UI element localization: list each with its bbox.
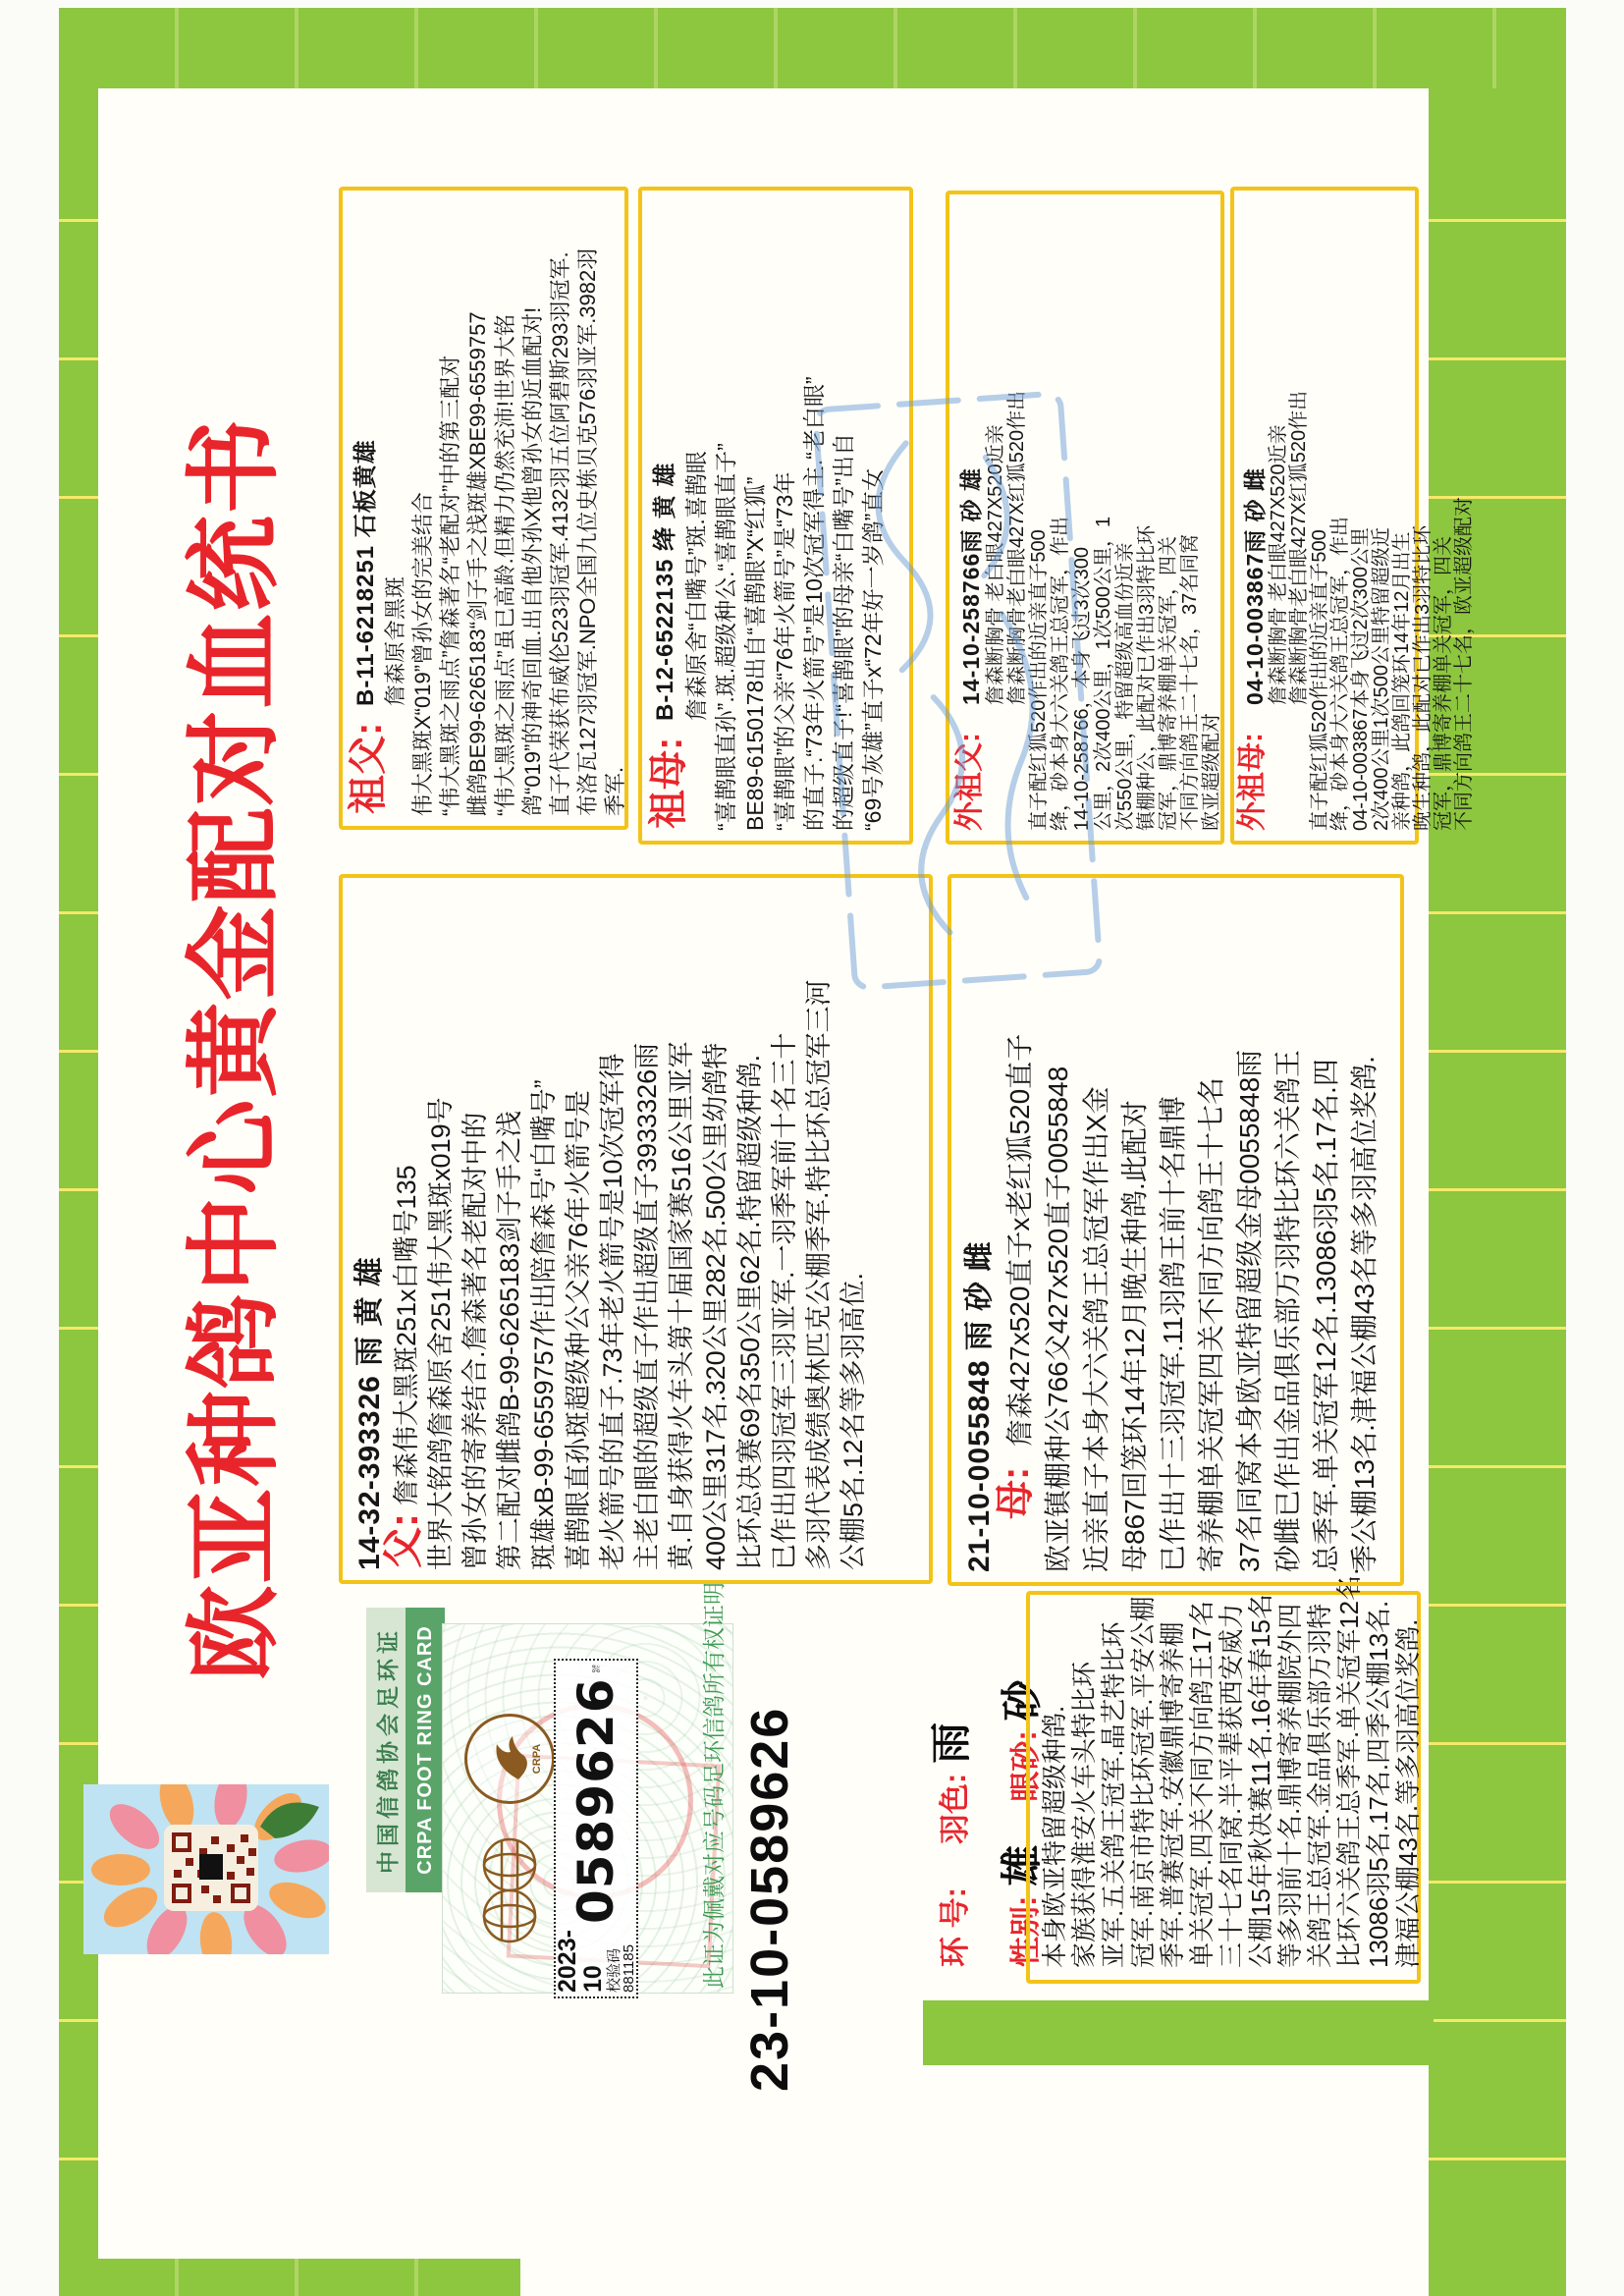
text-line: 直子配红狐520作出的近亲直子500 [1028, 529, 1050, 831]
text-line: BE89-6150178出自“喜鹊眼”X“红狐” [742, 476, 768, 831]
text-line: 已作出四羽冠军三羽亚军.一羽季军前十名三十 [770, 1032, 799, 1570]
text-line: 公棚15年秋决赛11名.16年春15名 [1246, 1594, 1275, 1968]
grandmother-ring: B-12-6522135 绛 黄 雄 [652, 462, 678, 721]
text-line: 比环六关鸽王总季军.单关冠军12名. [1334, 1567, 1364, 1968]
maternal-grandmother-lines [1269, 200, 1475, 831]
text-line: 2次400公里1次500公里特留超级近 [1371, 527, 1392, 831]
text-line: 家族获得淮安火车头特比环 [1069, 1661, 1099, 1968]
text-line: 绛，砂本身大六关鸽王总冠军，作出 [1050, 517, 1071, 831]
text-line: 鸽“019”的神奇回血.出自他外孙X他曾孙女的近血配对! [520, 306, 545, 816]
text-line: 伟大黑斑X“019”曾孙女的完美结合 [410, 491, 435, 816]
crpa-ring-card-header [366, 1608, 445, 1892]
grandfather-box [339, 187, 628, 830]
text-line: 欧亚镇棚种公766父427x520直子0055848 [1043, 1066, 1073, 1572]
text-line: 喜鹊眼直孙斑超级种公父亲76年火箭号是 [564, 1089, 593, 1570]
text-line: 季军. [603, 766, 627, 816]
feather-label: 羽色: [938, 1773, 972, 1845]
text-line: 主老白眼的超级直子作出超级直子3933326雨 [632, 1042, 662, 1570]
text-line: 第二配对雌鸽B-99-6265183剑子手之浅 [495, 1110, 524, 1570]
ring-barcode-block [554, 1659, 638, 1998]
text-line: 绛，砂本身大六关鸽王总冠军，作出 [1329, 517, 1351, 831]
mother-ring: 21-10-0055848 雨 砂 雌 [963, 1240, 996, 1572]
grandmother-label: 祖母: [647, 737, 690, 829]
ring-number-large: 23-10-0589626 [740, 1706, 799, 2092]
text-line: 雌鸽BE99-6265183“剑子手之浅斑雄XBE99-6559757 [465, 311, 490, 816]
text-line: 季军.普赛冠军.安徽鼎博寄养棚 [1158, 1621, 1187, 1968]
fields-row-1 [919, 1594, 978, 1967]
text-line: 冠军.南京市特比环冠军.平安公棚 [1128, 1596, 1158, 1968]
text-line: 本身欧亚特留超级种鸽. [1040, 1705, 1069, 1968]
barcode-left [555, 1930, 637, 1993]
text-line: 津福公棚43名.等多羽高位奖鸽. [1393, 1618, 1423, 1968]
text-line: “喜鹊眼直孙”.斑.超级种公.“喜鹊眼直子” [713, 443, 738, 831]
maternal-grandfather-box [946, 191, 1224, 845]
bird-fields [919, 1594, 1045, 1967]
father-lines [390, 888, 871, 1570]
rotated-scan-area [59, 8, 1566, 2296]
text-line: 詹森断胸骨老白眼427X红狐520作出 [1288, 390, 1310, 705]
text-line: 总季军.单关冠军12名.13086羽5名.17名.四 [1311, 1059, 1341, 1572]
barcode-checkcode: 校验码881185 [605, 1944, 638, 1993]
text-line: “69号灰雄”直子x“72年好一岁鸽”直女 [860, 467, 886, 831]
text-line: 04-10-003867本身飞过2次300公里 [1350, 526, 1372, 831]
self-intro-lines [1040, 1567, 1423, 1968]
page-title: 欧亚种鸽中心黄金配对血统书 [181, 416, 288, 1681]
text-line: “伟大黑斑之雨点”虽已高龄.但精力仍然充沛!世界大铭 [493, 314, 517, 816]
text-line: 布洛瓦127羽冠军.NPO全国九位史栋贝克576羽亚军.3982羽 [575, 247, 600, 816]
text-line: 曾孙女的寄养结合.詹森著名老配对中的 [460, 1112, 490, 1570]
father-label: 父: [380, 1513, 426, 1568]
crpa-header-en: CRPA FOOT RING CARD [406, 1608, 445, 1892]
globes-graphic [472, 1831, 547, 1949]
mother-box [947, 874, 1404, 1586]
text-line: “伟大黑斑之雨点”詹森著名“老配对”中的第三配对 [438, 355, 462, 816]
text-line: 关鸽王总冠军.金品俱乐部万羽特 [1305, 1603, 1334, 1968]
mother-label: 母: [994, 1466, 1037, 1519]
text-line: 不同方向鸽王二十七名，欧亚超级配对 [1453, 497, 1475, 831]
text-line: 公棚5名.12名等多羽高位. [839, 1272, 868, 1570]
text-line: 黄.自身获得火车头第十届国家赛516公里亚军 [667, 1041, 696, 1570]
ownership-note: 此证为佩戴对应号码足环信鸽所有权证明 [701, 1582, 727, 1989]
father-ring: 14-32-393326 雨 黄 雄 [353, 1256, 386, 1570]
eye-label: 眼砂: [1008, 1730, 1043, 1802]
text-line: 老火箭号的直子.73年老火箭号是10次冠军得 [598, 1053, 627, 1570]
text-line: 砂雌已作出金品俱乐部万羽特比环六关鸽王 [1272, 1049, 1303, 1572]
text-line: 寄养棚单关冠军四关不同方向鸽王十七名 [1196, 1076, 1226, 1572]
text-line: “喜鹊眼”的父亲“76年火箭号”是“73年 [772, 471, 797, 831]
text-line: 400公里317名.320公里282名.500公里幼鸽特 [701, 1042, 731, 1570]
mother-lines [1001, 888, 1383, 1572]
grandfather-label: 祖父: [347, 722, 390, 814]
frame-right [59, 8, 1566, 88]
barcode-year: 2023-10 [554, 1930, 608, 1993]
certificate-page [59, 8, 1566, 2296]
text-line: 晚生种鸽，此配对已作出3羽特比环 [1412, 524, 1434, 831]
text-line: 13086羽5名.17名.四季公棚13名. [1364, 1600, 1393, 1968]
text-line: 亚军.五关鸽王冠军.晶艺特比环 [1099, 1621, 1128, 1968]
text-line: 等多羽前十名.鼎博寄养棚院外四 [1275, 1603, 1305, 1968]
sunflower-image [83, 1784, 329, 1954]
text-line: 詹森断胸骨老白眼427X红狐520作出 [1006, 390, 1028, 705]
eye-value: 砂 [999, 1679, 1045, 1722]
maternal-grandmother-ring: 04-10-003867雨 砂 雌 [1242, 466, 1268, 705]
text-line: 欧亚超级配对 [1201, 713, 1222, 831]
crpa-header-cn: 中国信鸽协会足环证 [366, 1608, 406, 1892]
frame-left [59, 2259, 520, 2296]
father-box [339, 874, 933, 1584]
text-line: 直子代荣获布威伦523羽冠军.4132羽五位阿碧斯293羽冠军. [548, 251, 572, 816]
grandmother-lines [681, 200, 888, 831]
text-line: 詹森427x520直子x老红狐520直子 [1004, 1033, 1035, 1447]
text-line: 詹森原舍“白嘴号”斑.喜鹊眼 [683, 451, 709, 721]
sex-label: 性别: [1008, 1895, 1043, 1967]
text-line: 单关冠军.四关不同方向鸽王17名 [1187, 1600, 1217, 1968]
green-bar-inner [923, 2000, 1434, 2065]
grandfather-ring: B-11-6218251 石板黄雄 [352, 439, 379, 706]
maternal-grandfather-label: 外祖父: [953, 733, 986, 831]
barcode-number: 0589626 [568, 1677, 624, 1925]
ring-label: 环 号: [938, 1887, 972, 1967]
text-line: 的超级直子!“喜鹊眼”的母亲“白嘴号”出自 [831, 432, 856, 831]
text-line: 镇棚种公，此配对已作出3羽特比环 [1136, 524, 1158, 831]
text-line: 的直子.“73年火箭号”是10次冠军得主.“老白眼” [801, 376, 827, 831]
maternal-grandfather-ring: 14-10-258766雨 砂 雄 [958, 466, 984, 705]
text-line: 三十七名同窝.半平辈获西安威力 [1217, 1603, 1246, 1968]
text-line: 詹森伟大黑斑251x白嘴号135 [392, 1165, 421, 1505]
text-line: 亲种鸽，此鸽回笼环14年12月出生 [1391, 531, 1413, 831]
maternal-grandfather-lines [985, 204, 1222, 831]
text-line: 冠军，鼎博寄养棚单关冠军，四关 [1158, 536, 1179, 831]
foot-ring-card [442, 1582, 733, 1994]
text-line: 不同方向鸽王二十七名，37名同窝 [1179, 533, 1201, 831]
text-line: 斑雄xB-99-6559757作出陪詹森号“白嘴号” [529, 1079, 559, 1570]
text-line: 37名同窝本身欧亚特留超级金母0055848雨 [1234, 1049, 1265, 1572]
crpa-bird-emblem [464, 1714, 555, 1804]
sex-value: 雄 [999, 1844, 1045, 1886]
text-line: 近亲直子本身大六关鸽王总冠军作出X金 [1081, 1086, 1111, 1572]
grandmother-box [638, 187, 913, 845]
text-line: 比环总决赛69名350公里62名.特留超级种鸽. [735, 1054, 765, 1570]
text-line: 14-10-258766，本身飞过3次300 [1071, 546, 1093, 831]
maternal-grandmother-box [1230, 187, 1475, 845]
text-line: 詹森断胸骨 老白眼427X520近亲 [985, 424, 1006, 705]
text-line: 多羽代表成绩奥林匹克公棚季军.特比环总冠军三河 [804, 979, 834, 1570]
barcode-qr-icon [566, 1665, 626, 1672]
feather-value: 雨 [928, 1722, 974, 1764]
text-line: 母867回笼环14年12月晚生种鸽.此配对 [1119, 1100, 1150, 1572]
text-line: 冠军，鼎博寄养棚单关冠军，四关 [1433, 536, 1454, 831]
text-line: 公里，2次400公里，1次500公里，1 [1093, 516, 1114, 831]
text-line: 世界大铭鸽詹森原舍251伟大黑斑x019号 [426, 1097, 456, 1570]
sunflower-qr-photo [83, 1784, 329, 1954]
maternal-grandmother-label: 外祖母: [1236, 733, 1269, 831]
text-line: 次550公里，特留超级高血份近亲 [1114, 542, 1136, 831]
emblem-crpa-text: CRPA [531, 1743, 543, 1775]
text-line: 詹森断胸骨 老白眼427X520近亲 [1268, 424, 1289, 705]
text-line: 已作出十三羽冠军.11羽鸽王前十名鼎博 [1158, 1096, 1188, 1572]
self-intro-box [1026, 1567, 1423, 1984]
text-line: 季公棚13名.津福公棚43名等多羽高位奖鸽. [1349, 1056, 1380, 1572]
text-line: 直子配红狐520作出的近亲直子500 [1309, 529, 1330, 831]
grandfather-lines [382, 200, 629, 816]
text-line: 詹森原舍黑斑 [383, 575, 407, 706]
